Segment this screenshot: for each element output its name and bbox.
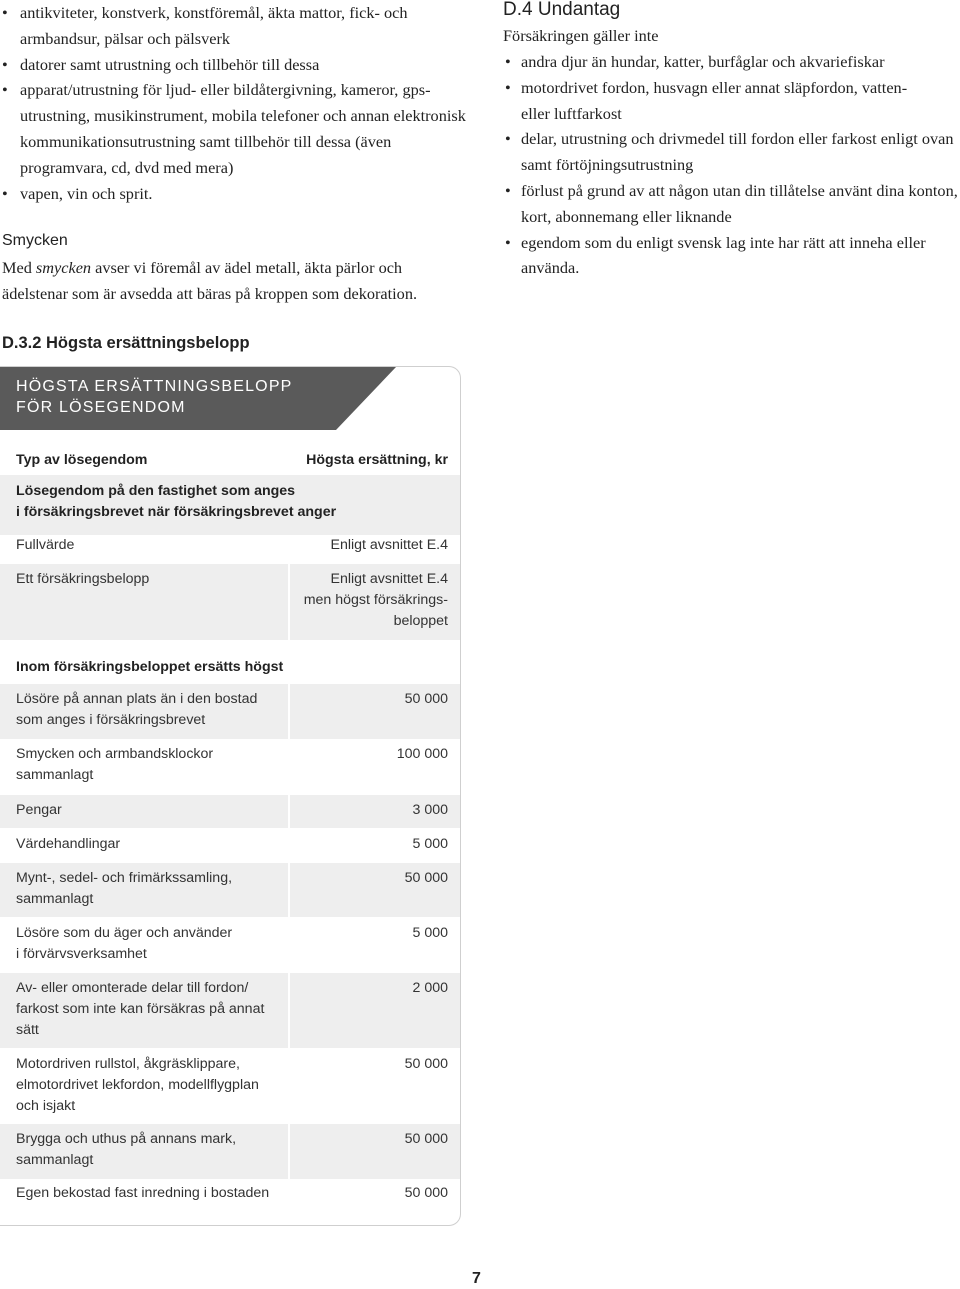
row-value: 3 000 (412, 802, 448, 818)
row-value: 2 000 (412, 980, 448, 996)
row-value: 50 000 (404, 1185, 448, 1201)
table-row (0, 829, 460, 862)
row-label: Pengar (16, 802, 62, 818)
table-title (16, 376, 293, 418)
row-label: Mynt-, sedel- och frimärkssamling, sammanlagt (16, 870, 233, 907)
table-row (0, 795, 460, 828)
page-number: 7 (472, 1270, 481, 1287)
row-value: Enligt avsnittet E.4 men högst försäkrings- beloppet (303, 571, 448, 629)
section-row (0, 475, 460, 535)
table-row (0, 739, 460, 794)
list-item: • vapen, vin och sprit. (0, 181, 470, 207)
row-label: Fullvärde (16, 537, 75, 553)
column-divider (288, 973, 290, 1048)
row-value: 100 000 (396, 746, 448, 762)
row-label: Lösöre på annan plats än i den bostad som anges i försäkringsbrevet (16, 691, 258, 728)
left-bullet-list (0, 0, 470, 206)
section-row (0, 641, 460, 683)
list-item: • datorer samt utrustning och tillbehör till dessa (0, 52, 470, 78)
row-value: 50 000 (404, 870, 448, 886)
smycken-paragraph (2, 255, 467, 307)
undantag-intro: Försäkringen gäller inte (503, 26, 659, 45)
section-heading: D.3.2 Högsta ersättningsbelopp (2, 334, 250, 352)
section-label: Inom försäkringsbeloppet ersätts högst (16, 659, 284, 675)
column-header-row (0, 450, 460, 471)
column-divider (288, 684, 290, 739)
list-item: • antikviteter, konstverk, konstföremål, äkta mattor, fick- och armbandsur, pälsar och pälsverk (0, 0, 470, 52)
row-value: Enligt avsnittet E.4 (330, 537, 448, 553)
row-value: 5 000 (412, 925, 448, 941)
list-item: • egendom som du enligt svensk lag inte har rätt att inneha eller använda. (503, 230, 960, 282)
column-divider (288, 795, 290, 828)
smycken-heading: Smycken (2, 232, 68, 249)
table-row (0, 918, 460, 972)
row-label: Brygga och uthus på annans mark, sammanlagt (16, 1131, 237, 1168)
row-value: 5 000 (412, 836, 448, 852)
table-row (0, 564, 460, 640)
table-title-line1: HÖGSTA ERSÄTTNINGSBELOPP (16, 378, 293, 395)
row-label: Värdehandlingar (16, 836, 121, 852)
row-label: Lösöre som du äger och använder i förvärvsverksamhet (16, 925, 233, 962)
column-header-max: Högsta ersättning, kr (306, 452, 448, 468)
row-value: 50 000 (404, 1056, 448, 1072)
table-row (0, 684, 460, 739)
list-item: • andra djur än hundar, katter, burfåglar och akvariefiskar (503, 49, 960, 75)
row-label: Av- eller omonterade delar till fordon/ farkost som inte kan försäkras på annat sätt (16, 980, 265, 1038)
row-label: Motordriven rullstol, åkgräsklippare, elmotordrivet lekfordon, modellflygplan och isjakt (16, 1056, 259, 1114)
section-label: Lösegendom på den fastighet som anges i försäkringsbrevet när försäkringsbrevet anger (16, 483, 337, 520)
table-row (0, 1124, 460, 1179)
smycken-text-pre: Med (2, 258, 36, 277)
table-row (0, 1179, 460, 1219)
undantag-bullet-list (503, 49, 960, 281)
row-label: Ett försäkringsbelopp (16, 571, 150, 587)
row-label: Egen bekostad fast inredning i bostaden (16, 1185, 270, 1201)
table-row (0, 863, 460, 917)
list-item: • apparat/utrustning för ljud- eller bildåtergivning, kameror, gps-utrustning, musikinstrument, mobila telefoner och annan elektronisk kommunikationsutrustning samt tillbehör till dessa (även programvara, cd, dvd med mera) (0, 77, 470, 180)
table-title-line2: FÖR LÖSEGENDOM (16, 399, 186, 416)
column-header-type: Typ av lösegendom (16, 452, 148, 468)
smycken-text-post: avser vi föremål av ädel metall, äkta pärlor och ädelstenar som är avsedda att bäras på kroppen som dekoration. (2, 258, 418, 303)
column-divider (288, 1124, 290, 1179)
list-item: • motordrivet fordon, husvagn eller annat släpfordon, vatten- eller luftfarkost (503, 75, 960, 127)
table-row (0, 973, 460, 1048)
table-header-banner (0, 367, 460, 430)
table-row (0, 529, 460, 563)
column-divider (288, 564, 290, 640)
compensation-table (0, 366, 461, 1226)
column-divider (288, 863, 290, 917)
list-item: • delar, utrustning och drivmedel till fordon eller farkost enligt ovan samt förtöjningsutrustning (503, 126, 960, 178)
row-value: 50 000 (404, 1131, 448, 1147)
table-row (0, 1049, 460, 1124)
smycken-term: smycken (35, 258, 92, 277)
row-value: 50 000 (404, 691, 448, 707)
row-label: Smycken och armbandsklockor sammanlagt (16, 746, 214, 783)
list-item: • förlust på grund av att någon utan din tillåtelse använt dina konton, kort, abonnemang eller liknande (503, 178, 960, 230)
undantag-heading: D.4 Undantag (503, 0, 621, 20)
